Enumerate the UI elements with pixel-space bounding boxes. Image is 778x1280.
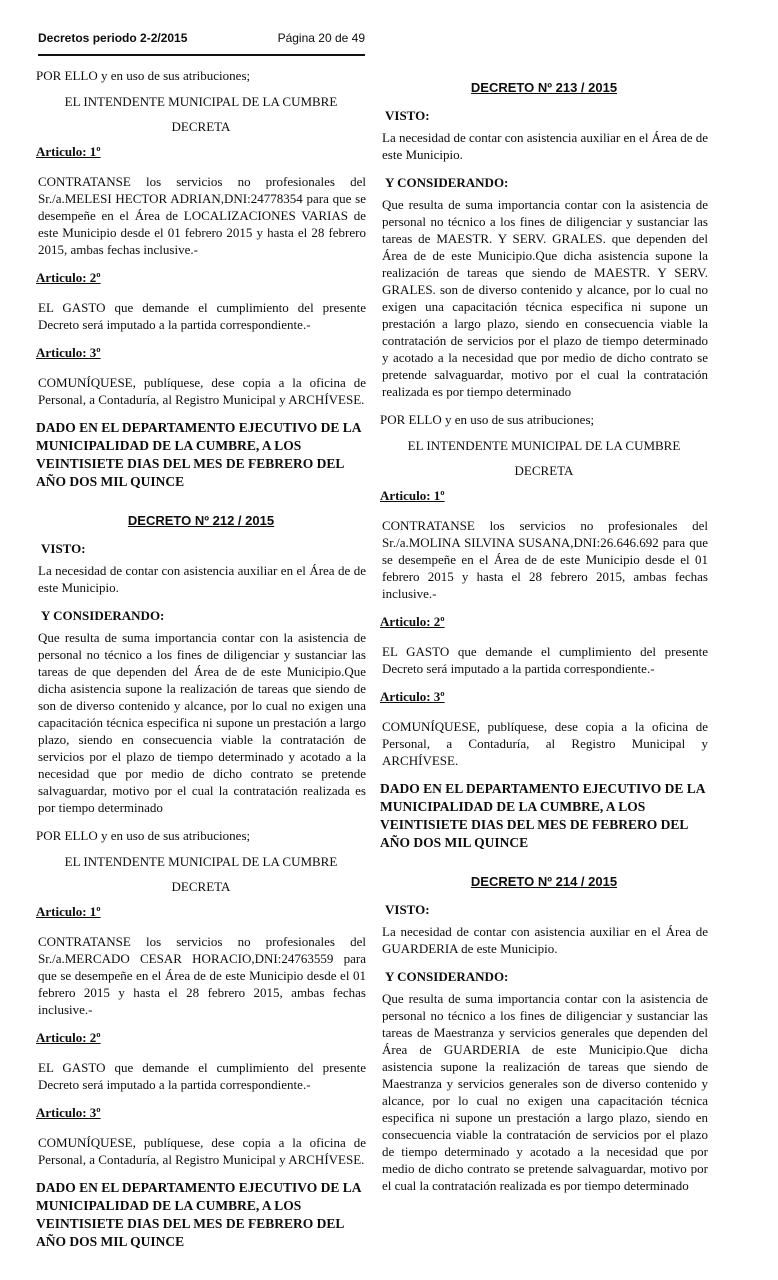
header-page-number: Página 20 de 49 xyxy=(277,31,365,45)
intro-line: POR ELLO y en uso de sus atribuciones; xyxy=(36,828,251,843)
body-paragraph: CONTRATANSE los servicios no profesionales del Sr./a.MELESI HECTOR ADRIAN,DNI:24778354 para que se desempeñe en el Área de LOCALIZACIONES VARIAS de este Municipio desde el 01 febrero 2015 y hasta el 28 febrero 2015, ambas fechas inclusive.- xyxy=(38,174,366,257)
intro-line: POR ELLO y en uso de sus atribuciones; xyxy=(36,68,251,83)
section-label: VISTO: xyxy=(385,902,430,917)
body-paragraph: Que resulta de suma importancia contar con la asistencia de personal no técnico a los fines de diligenciar y sustanciar las tareas de que dependen del Área de de este Municipio.Que dicha asistencia supone la realización de tareas que siendo de son de diverso contenido y alcance, por lo cual no exigen una capacitación técnica especifica ni supone un prestación a largo plazo, siendo en consecuencia viable la contratación de servicios por el plazo de tiempo determinado y acotado a la necesidad que por medio de dicho contrato se pretende salvaguardar, motivo por el cual la contratación realizada es por tiempo determinado xyxy=(38,630,366,815)
article-heading: Articulo: 2º xyxy=(380,614,445,629)
page-header xyxy=(38,30,365,56)
issuance-block: DADO EN EL DEPARTAMENTO EJECUTIVO DE LA MUNICIPALIDAD DE LA CUMBRE, A LOS VEINTISIETE DIAS DEL MES DE FEBRERO DEL AÑO DOS MIL QUINCE xyxy=(36,420,361,489)
body-paragraph: COMUNÍQUESE, publíquese, dese copia a la oficina de Personal, a Contaduría, al Registro Municipal y ARCHÍVESE. xyxy=(38,1135,366,1167)
section-label: VISTO: xyxy=(385,108,430,123)
header-title: Decretos periodo 2-2/2015 xyxy=(38,31,188,45)
article-heading: Articulo: 3º xyxy=(36,1105,101,1120)
article-heading: Articulo: 1º xyxy=(380,488,445,503)
article-heading: Articulo: 2º xyxy=(36,1030,101,1045)
centered-line: DECRETA xyxy=(171,879,231,894)
body-paragraph: Que resulta de suma importancia contar con la asistencia de personal no técnico a los fines de diligenciar y sustanciar las tareas de MAESTR. Y SERV. GRALES. que dependen del Área de de este Municipio.Que dicha asistencia supone la realización de tareas que siendo de MAESTR. Y SERV. GRALES. son de diverso contenido y alcance, por lo cual no exigen una capacitación técnica especifica ni supone un prestación a largo plazo, siendo en consecuencia viable la contratación de servicios por el plazo de tiempo determinado y acotado a la necesidad que por medio de dicho contrato se pretende salvaguardar, motivo por el cual la contratación realizada es por tiempo determinado xyxy=(382,197,708,399)
body-paragraph: La necesidad de contar con asistencia auxiliar en el Área de GUARDERIA de este Municipio. xyxy=(382,924,708,956)
decree-title xyxy=(380,873,708,890)
intro-line: POR ELLO y en uso de sus atribuciones; xyxy=(380,412,595,427)
body-paragraph: EL GASTO que demande el cumplimiento del presente Decreto será imputado a la partida correspondiente.- xyxy=(382,644,708,676)
two-column-layout xyxy=(36,65,778,1272)
decree-title xyxy=(380,79,708,96)
article-heading: Articulo: 3º xyxy=(380,689,445,704)
centered-line: DECRETA xyxy=(171,119,231,134)
decree-title-text: DECRETO Nº 212 / 2015 xyxy=(127,513,275,528)
body-paragraph: La necesidad de contar con asistencia auxiliar en el Área de de este Municipio. xyxy=(382,130,708,162)
body-paragraph: CONTRATANSE los servicios no profesionales del Sr./a.MERCADO CESAR HORACIO,DNI:24763559 para que se desempeñe en el Área de de este Municipio desde el 01 febrero 2015 y hasta el 28 febrero 2015, ambas fechas inclusive.- xyxy=(38,934,366,1017)
issuance-block: DADO EN EL DEPARTAMENTO EJECUTIVO DE LA MUNICIPALIDAD DE LA CUMBRE, A LOS VEINTISIETE DIAS DEL MES DE FEBRERO DEL AÑO DOS MIL QUINCE xyxy=(36,1180,361,1249)
centered-line: EL INTENDENTE MUNICIPAL DE LA CUMBRE xyxy=(64,94,338,109)
article-heading: Articulo: 1º xyxy=(36,904,101,919)
section-label: Y CONSIDERANDO: xyxy=(385,175,509,190)
section-label: VISTO: xyxy=(41,541,86,556)
right-column xyxy=(380,65,708,1272)
body-paragraph: La necesidad de contar con asistencia auxiliar en el Área de de este Municipio. xyxy=(38,563,366,595)
centered-line: EL INTENDENTE MUNICIPAL DE LA CUMBRE xyxy=(407,438,681,453)
article-heading: Articulo: 3º xyxy=(36,345,101,360)
body-paragraph: Que resulta de suma importancia contar con la asistencia de personal no técnico a los fines de diligenciar y sustanciar las tareas de Maestranza y servicios generales que dependen del Área de GUARDERIA de este Municipio.Que dicha asistencia supone la realización de tareas que siendo de Maestranza y servicios generales son de diverso contenido y alcance, por lo cual no exigen una capacitación técnica especifica ni supone un prestación a largo plazo, siendo en consecuencia viable la contratación de servicios por el plazo de tiempo determinado y acotado a la necesidad que por medio de dicho contrato se pretende salvaguardar, motivo por el cual la contratación realizada es por tiempo determinado xyxy=(382,991,708,1193)
left-column xyxy=(36,65,366,1272)
article-heading: Articulo: 1º xyxy=(36,144,101,159)
issuance-block: DADO EN EL DEPARTAMENTO EJECUTIVO DE LA MUNICIPALIDAD DE LA CUMBRE, A LOS VEINTISIETE DIAS DEL MES DE FEBRERO DEL AÑO DOS MIL QUINCE xyxy=(380,781,705,850)
decree-title xyxy=(36,512,366,529)
decree-title-text: DECRETO Nº 214 / 2015 xyxy=(470,874,618,889)
body-paragraph: EL GASTO que demande el cumplimiento del presente Decreto será imputado a la partida correspondiente.- xyxy=(38,1060,366,1092)
centered-line: EL INTENDENTE MUNICIPAL DE LA CUMBRE xyxy=(64,854,338,869)
section-label: Y CONSIDERANDO: xyxy=(385,969,509,984)
decree-title-text: DECRETO Nº 213 / 2015 xyxy=(470,80,618,95)
body-paragraph: CONTRATANSE los servicios no profesionales del Sr./a.MOLINA SILVINA SUSANA,DNI:26.646.692 para que se desempeñe en el Área de de este Municipio desde el 01 febrero 2015 y hasta el 28 febrero 2015, ambas fechas inclusive.- xyxy=(382,518,708,601)
body-paragraph: COMUNÍQUESE, publíquese, dese copia a la oficina de Personal, a Contaduría, al Registro Municipal y ARCHÍVESE. xyxy=(382,719,708,768)
section-label: Y CONSIDERANDO: xyxy=(41,608,165,623)
article-heading: Articulo: 2º xyxy=(36,270,101,285)
body-paragraph: COMUNÍQUESE, publíquese, dese copia a la oficina de Personal, a Contaduría, al Registro Municipal y ARCHÍVESE. xyxy=(38,375,366,407)
centered-line: DECRETA xyxy=(514,463,574,478)
body-paragraph: EL GASTO que demande el cumplimiento del presente Decreto será imputado a la partida correspondiente.- xyxy=(38,300,366,332)
